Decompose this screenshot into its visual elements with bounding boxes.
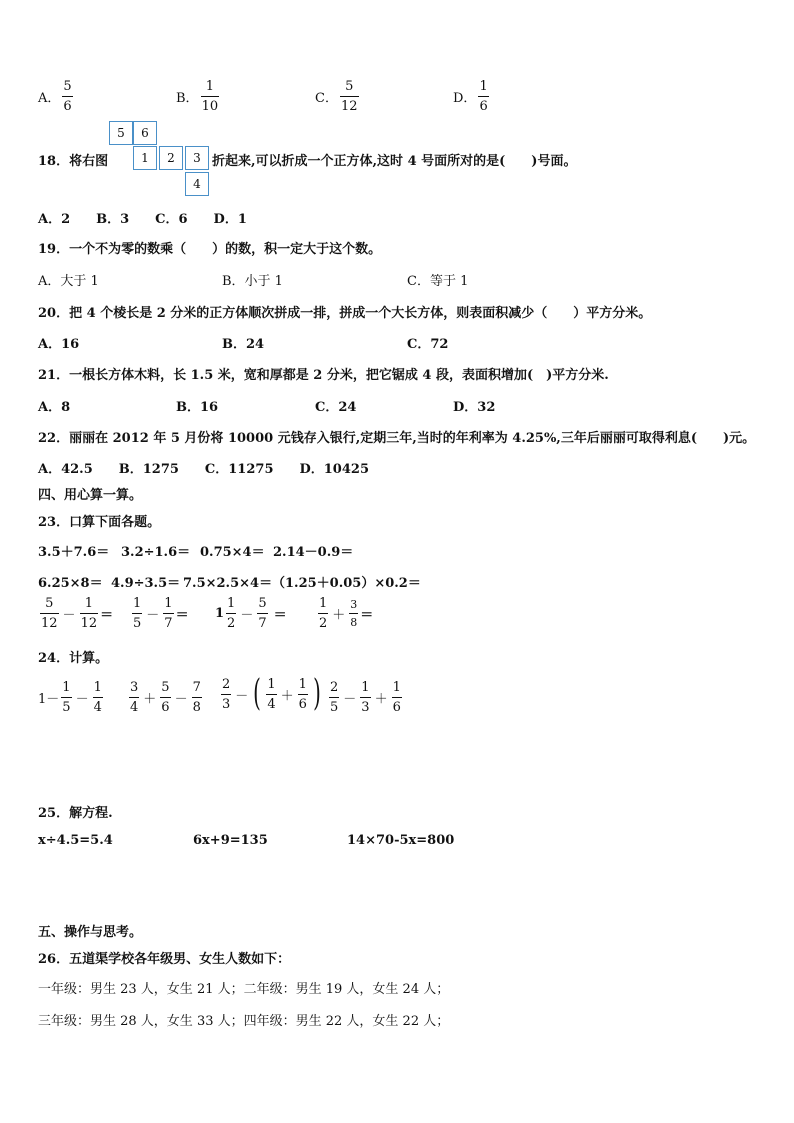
net-face: 3 (185, 146, 209, 170)
section-heading: 四、用心算一算。 (38, 488, 143, 503)
q25-title: 25．解方程. (38, 806, 113, 821)
net-face: 6 (133, 121, 157, 145)
oral-calc: 6.25×8＝ (38, 576, 103, 591)
oral-calc: 3.5＋7.6＝ (38, 545, 110, 560)
q21-option-d: D．32 (453, 400, 496, 415)
fraction: $\frac{5}{12}$ (340, 79, 358, 114)
q20-option-c: C．72 (407, 337, 449, 352)
q21-option-a: A．8 (38, 400, 71, 415)
q22-options: A．42.5 B．1275 C．11275 D．10425 (38, 462, 369, 477)
q19-option-b: B．小于 1 (222, 274, 283, 289)
q17-option-b: B． $\frac{1}{10}$ (176, 79, 219, 114)
net-face: 1 (133, 146, 157, 170)
q26-title: 26．五道渠学校各年级男、女生人数如下： (38, 952, 291, 967)
calc-expression: $\frac{3}{4}$ ＋ $\frac{5}{6}$ － $\frac{7}{8}$ (130, 680, 201, 715)
q17-option-c: C． $\frac{5}{12}$ (315, 79, 358, 114)
q20-question: 20．把 4 个棱长是 2 分米的正方体顺次拼成一排，拼成一个大长方体，则表面积减少（ ）平方分米。 (38, 306, 652, 321)
net-face: 2 (159, 146, 183, 170)
fraction-expression: 1 $\frac{1}{2}$ － $\frac{5}{7}$ ＝ (215, 596, 287, 631)
fraction: $\frac{1}{10}$ (201, 79, 219, 114)
calc-expression: $\frac{2}{5}$ － $\frac{1}{3}$ ＋ $\frac{1}{6}$ (330, 680, 401, 715)
q17-option-a: A． $\frac{5}{6}$ (38, 79, 72, 114)
q21-question: 21．一根长方体木料，长 1.5 米，宽和厚都是 2 分米，把它锯成 4 段，表面积增加( )平方分米. (38, 368, 609, 383)
q22-question: 22．丽丽在 2012 年 5 月份将 10000 元钱存入银行,定期三年,当时的年利率为 4.25%,三年后丽丽可取得利息( )元。 (38, 431, 756, 446)
fraction-expression: $\frac{1}{5}$ － $\frac{1}{7}$ ＝ (133, 596, 189, 631)
equation: 6x+9=135 (193, 833, 268, 848)
equation: x÷4.5=5.4 (38, 833, 113, 848)
q20-option-b: B．24 (222, 337, 265, 352)
section-heading: 五、操作与思考。 (38, 925, 143, 940)
fraction: $\frac{5}{6}$ (63, 79, 72, 114)
fraction-expression: $\frac{5}{12}$ － $\frac{1}{12}$ ＝ (41, 596, 114, 631)
q18-prefix: 18．将右图 (38, 154, 109, 169)
calc-expression: 1－ $\frac{1}{5}$ － $\frac{1}{4}$ (38, 680, 102, 715)
q17-option-d: D． $\frac{1}{6}$ (453, 79, 488, 114)
q19-option-c: C．等于 1 (407, 274, 469, 289)
calc-expression: $\frac{2}{3}$ － ( $\frac{1}{4}$ ＋ $\frac{1}{6}$ ) (222, 673, 321, 714)
q19-option-a: A．大于 1 (38, 274, 99, 289)
q24-title: 24．计算。 (38, 651, 109, 666)
equation: 14×70-5x=800 (347, 833, 455, 848)
oral-calc: （1.25＋0.05）×0.2＝ (272, 576, 421, 591)
oral-calc: 4.9÷3.5＝ (111, 576, 181, 591)
fraction-expression: $\frac{1}{2}$ ＋ $\frac{3}{8}$ ＝ (319, 596, 374, 631)
q21-option-c: C．24 (315, 400, 357, 415)
q19-question: 19．一个不为零的数乘（ ）的数，积一定大于这个数。 (38, 242, 382, 257)
net-face: 5 (109, 121, 133, 145)
q26-line: 三年级：男生 28 人，女生 33 人；四年级：男生 22 人，女生 22 人； (38, 1014, 450, 1029)
q23-title: 23．口算下面各题。 (38, 515, 161, 530)
q20-option-a: A．16 (38, 337, 80, 352)
fraction: $\frac{1}{6}$ (479, 79, 488, 114)
q18-suffix: 折起来,可以折成一个正方体,这时 4 号面所对的是( )号面。 (212, 154, 577, 169)
oral-calc: 3.2÷1.6＝ (121, 545, 191, 560)
oral-calc: 2.14－0.9＝ (273, 545, 354, 560)
oral-calc: 7.5×2.5×4＝ (183, 576, 273, 591)
q21-option-b: B．16 (176, 400, 219, 415)
oral-calc: 0.75×4＝ (200, 545, 265, 560)
net-face: 4 (185, 172, 209, 196)
q18-options: A．2 B．3 C．6 D．1 (38, 212, 247, 227)
q26-line: 一年级：男生 23 人，女生 21 人；二年级：男生 19 人，女生 24 人； (38, 982, 450, 997)
